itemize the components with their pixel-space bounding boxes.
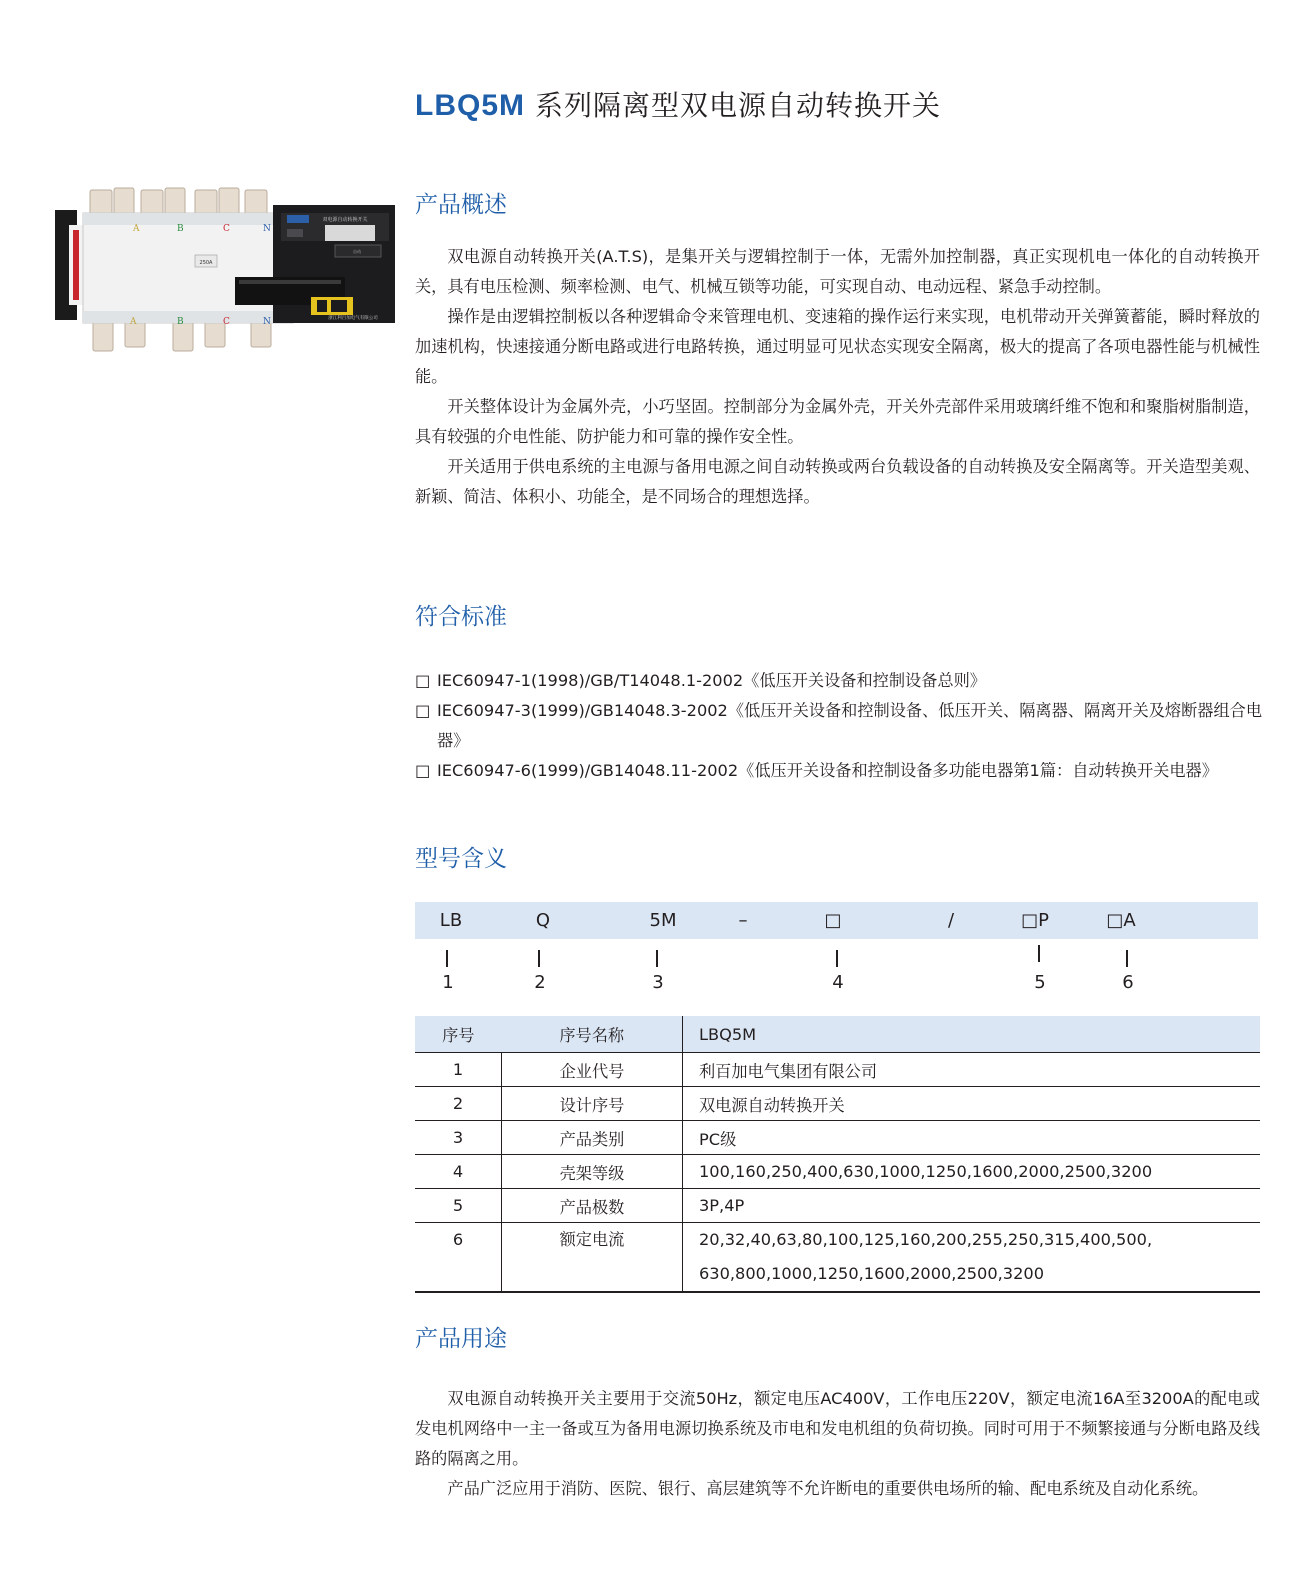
terminal-label-b-bottom: B [177,317,184,327]
table-cell-no: 2 [415,1087,502,1121]
code-part-dash: – [738,910,748,931]
index-tick [1126,950,1128,967]
table-cell-value: 100,160,250,400,630,1000,1250,1600,2000,2500,3200 [683,1155,1261,1189]
table-header-name: 序号名称 [502,1016,683,1053]
index-number-5: 5 [1034,972,1046,993]
standard-item-2 [415,696,1270,756]
terminal-label-n-bottom: N [263,317,271,327]
control-panel-title: 双电源自动转换开关 [322,217,368,223]
index-tick [446,950,448,967]
code-part-poles: □P [1021,910,1049,931]
table-cell-no: 1 [415,1053,502,1087]
terminal-label-c-top: C [223,224,230,234]
standards-heading: 符合标准 [415,604,507,630]
usage-paragraph-1: 双电源自动转换开关主要用于交流50Hz，额定电压AC400V，工作电压220V，额定电流16A至3200A的配电或发电机网络中一主一备或互为备用电源切换系统及市电和发电机组的负荷切换。同时可用于不频繁接通与分断电路及线路的隔离之用。 [415,1389,1260,1468]
overview-paragraph-3: 开关整体设计为金属外壳，小巧坚固。控制部分为金属外壳，开关外壳部件采用玻璃纤维不饱和和聚脂树脂制造，具有较强的介电性能、防护能力和可靠的操作安全性。 [415,397,1260,446]
table-cell-no: 3 [415,1121,502,1155]
model-code-bar [415,902,1258,939]
table-header-row [415,1016,1260,1053]
index-tick [656,950,658,967]
standard-text-3: IEC60947-6(1999)/GB14048.11-2002《低压开关设备和控制设备多功能电器第1篇：自动转换开关电器》 [437,761,1218,780]
table-row [415,1053,1260,1087]
index-number-6: 6 [1122,972,1134,993]
table-cell-name: 额定电流 [502,1223,683,1293]
table-cell-no: 6 [415,1223,502,1293]
standard-item-3 [415,756,1270,786]
title-model: LBQ5M [415,89,525,122]
table-cell-no: 4 [415,1155,502,1189]
index-number-4: 4 [832,972,844,993]
table-cell-value-line-1: 20,32,40,63,80,100,125,160,200,255,250,315,400,500, [699,1230,1153,1249]
index-tick [1038,945,1040,962]
title-text: 系列隔离型双电源自动转换开关 [535,89,942,122]
overview-heading: 产品概述 [415,192,507,218]
index-number-2: 2 [534,972,546,993]
table-cell-name: 产品极数 [502,1189,683,1223]
usage-paragraph-2: 产品广泛应用于消防、医院、银行、高层建筑等不允许断电的重要供电场所的输、配电系统及自动化系统。 [447,1479,1209,1498]
terminal-label-n-top: N [263,224,271,234]
table-cell-value [683,1223,1261,1293]
table-header-no: 序号 [415,1016,502,1053]
code-part-lb: LB [439,910,463,931]
table-cell-name: 壳架等级 [502,1155,683,1189]
terminal-label-a-top: A [133,224,140,234]
index-number-3: 3 [652,972,664,993]
nameplate-text: 浙江利百加电气有限公司 [328,316,378,321]
standard-item-1 [415,666,1270,696]
terminal-label-a-bottom: A [130,317,137,327]
overview-text [415,242,1260,512]
standards-list [415,666,1270,786]
model-meaning-heading: 型号含义 [415,846,507,872]
checkbox-icon: □ [415,701,431,720]
standard-text-2: IEC60947-3(1999)/GB14048.3-2002《低压开关设备和控制设备、低压开关、隔离器、隔离开关及熔断器组合电器》 [437,701,1263,750]
panel-small-label: 自动 [353,249,361,254]
product-image [55,185,400,355]
terminal-label-c-bottom: C [223,317,230,327]
checkbox-icon: □ [415,761,431,780]
table-row [415,1121,1260,1155]
table-cell-value: 双电源自动转换开关 [683,1087,1261,1121]
table-row [415,1223,1260,1293]
code-part-q: Q [535,910,551,931]
table-cell-value: 3P,4P [683,1189,1261,1223]
table-cell-value: PC级 [683,1121,1261,1155]
table-cell-name: 企业代号 [502,1053,683,1087]
code-part-5m: 5M [649,910,677,931]
table-row [415,1189,1260,1223]
checkbox-icon: □ [415,671,431,690]
table-cell-no: 5 [415,1189,502,1223]
overview-paragraph-2: 操作是由逻辑控制板以各种逻辑命令来管理电机、变速箱的操作运行来实现，电机带动开关弹簧蓄能，瞬时释放的加速机构，快速接通分断电路或进行电路转换，通过明显可见状态实现安全隔离，极大的提高了各项电器性能与机械性能。 [415,307,1260,386]
terminal-label-b-top: B [177,224,184,234]
overview-paragraph-4: 开关适用于供电系统的主电源与备用电源之间自动转换或两台负载设备的自动转换及安全隔离等。开关造型美观、新颖、简洁、体积小、功能全，是不同场合的理想选择。 [415,457,1260,506]
index-tick [538,950,540,967]
index-tick [836,950,838,967]
table-cell-name: 设计序号 [502,1087,683,1121]
model-meaning-table [415,1016,1260,1293]
code-part-frame: □ [824,910,842,931]
table-cell-value: 利百加电气集团有限公司 [683,1053,1261,1087]
overview-paragraph-1: 双电源自动转换开关(A.T.S)，是集开关与逻辑控制于一体，无需外加控制器，真正实现机电一体化的自动转换开关，具有电压检测、频率检测、电气、机械互锁等功能，可实现自动、电动远程、紧急手动控制。 [415,247,1260,296]
code-part-current: □A [1106,910,1136,931]
standard-text-1: IEC60947-1(1998)/GB/T14048.1-2002《低压开关设备和控制设备总则》 [437,671,986,690]
table-row [415,1087,1260,1121]
index-number-1: 1 [442,972,454,993]
table-cell-name: 产品类别 [502,1121,683,1155]
table-row [415,1155,1260,1189]
code-part-slash: / [947,910,955,931]
table-cell-value-line-2: 630,800,1000,1250,1600,2000,2500,3200 [699,1264,1044,1283]
table-header-model: LBQ5M [683,1016,1261,1053]
usage-heading: 产品用途 [415,1326,507,1352]
rating-label: 250A [199,260,213,266]
page-title [415,84,941,124]
usage-text [415,1384,1260,1504]
